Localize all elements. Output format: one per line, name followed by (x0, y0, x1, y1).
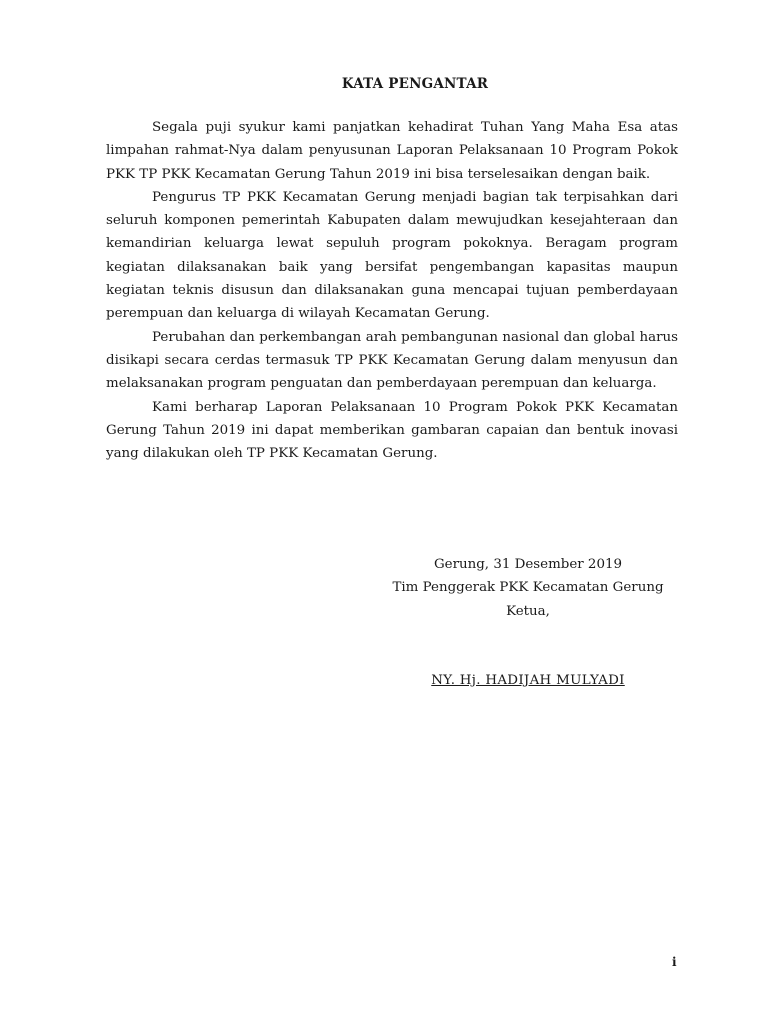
signature-name: NY. Hj. HADIJAH MULYADI (431, 672, 625, 688)
body-text (106, 116, 678, 465)
signature-block (370, 553, 686, 692)
paragraph-1: Segala puji syukur kami panjatkan kehadirat Tuhan Yang Maha Esa atas limpahan rahmat-Nya dalam penyusunan Laporan Pelaksanaan 10 Program Pokok PKK TP PKK Kecamatan Gerung Tahun 2019 ini bisa terselesaikan dengan baik. (106, 120, 678, 182)
signature-place-date: Gerung, 31 Desember 2019 (433, 557, 623, 572)
paragraph-4: Kami berharap Laporan Pelaksanaan 10 Program Pokok PKK Kecamatan Gerung Tahun 2019 ini dapat memberikan gambaran capaian dan bentuk inovasi yang dilakukan oleh TP PKK Kecamatan Gerung. (106, 399, 678, 462)
paragraph-2: Pengurus TP PKK Kecamatan Gerung menjadi bagian tak terpisahkan dari seluruh komponen pemerintah Kabupaten dalam mewujudkan kesejahteraan dan kemandirian keluarga lewat sepuluh program pokoknya. Beragam program kegiatan dilaksanakan baik yang bersifat pengembangan kapasitas maupun kegiatan teknis disusun dan dilaksanakan guna mencapai tujuan pemberdayaan perempuan dan keluarga di wilayah Kecamatan Gerung. (106, 189, 678, 322)
page-number: i (672, 955, 677, 969)
signature-organization: Tim Penggerak PKK Kecamatan Gerung (392, 580, 664, 596)
paragraph-3: Perubahan dan perkembangan arah pembangunan nasional dan global harus disikapi secara cerdas termasuk TP PKK Kecamatan Gerung dalam menyusun dan melaksanakan program penguatan dan pemberdayaan perempuan dan keluarga. (106, 329, 678, 392)
signature-position: Ketua, (506, 603, 550, 619)
page-title: KATA PENGANTAR (341, 76, 489, 92)
